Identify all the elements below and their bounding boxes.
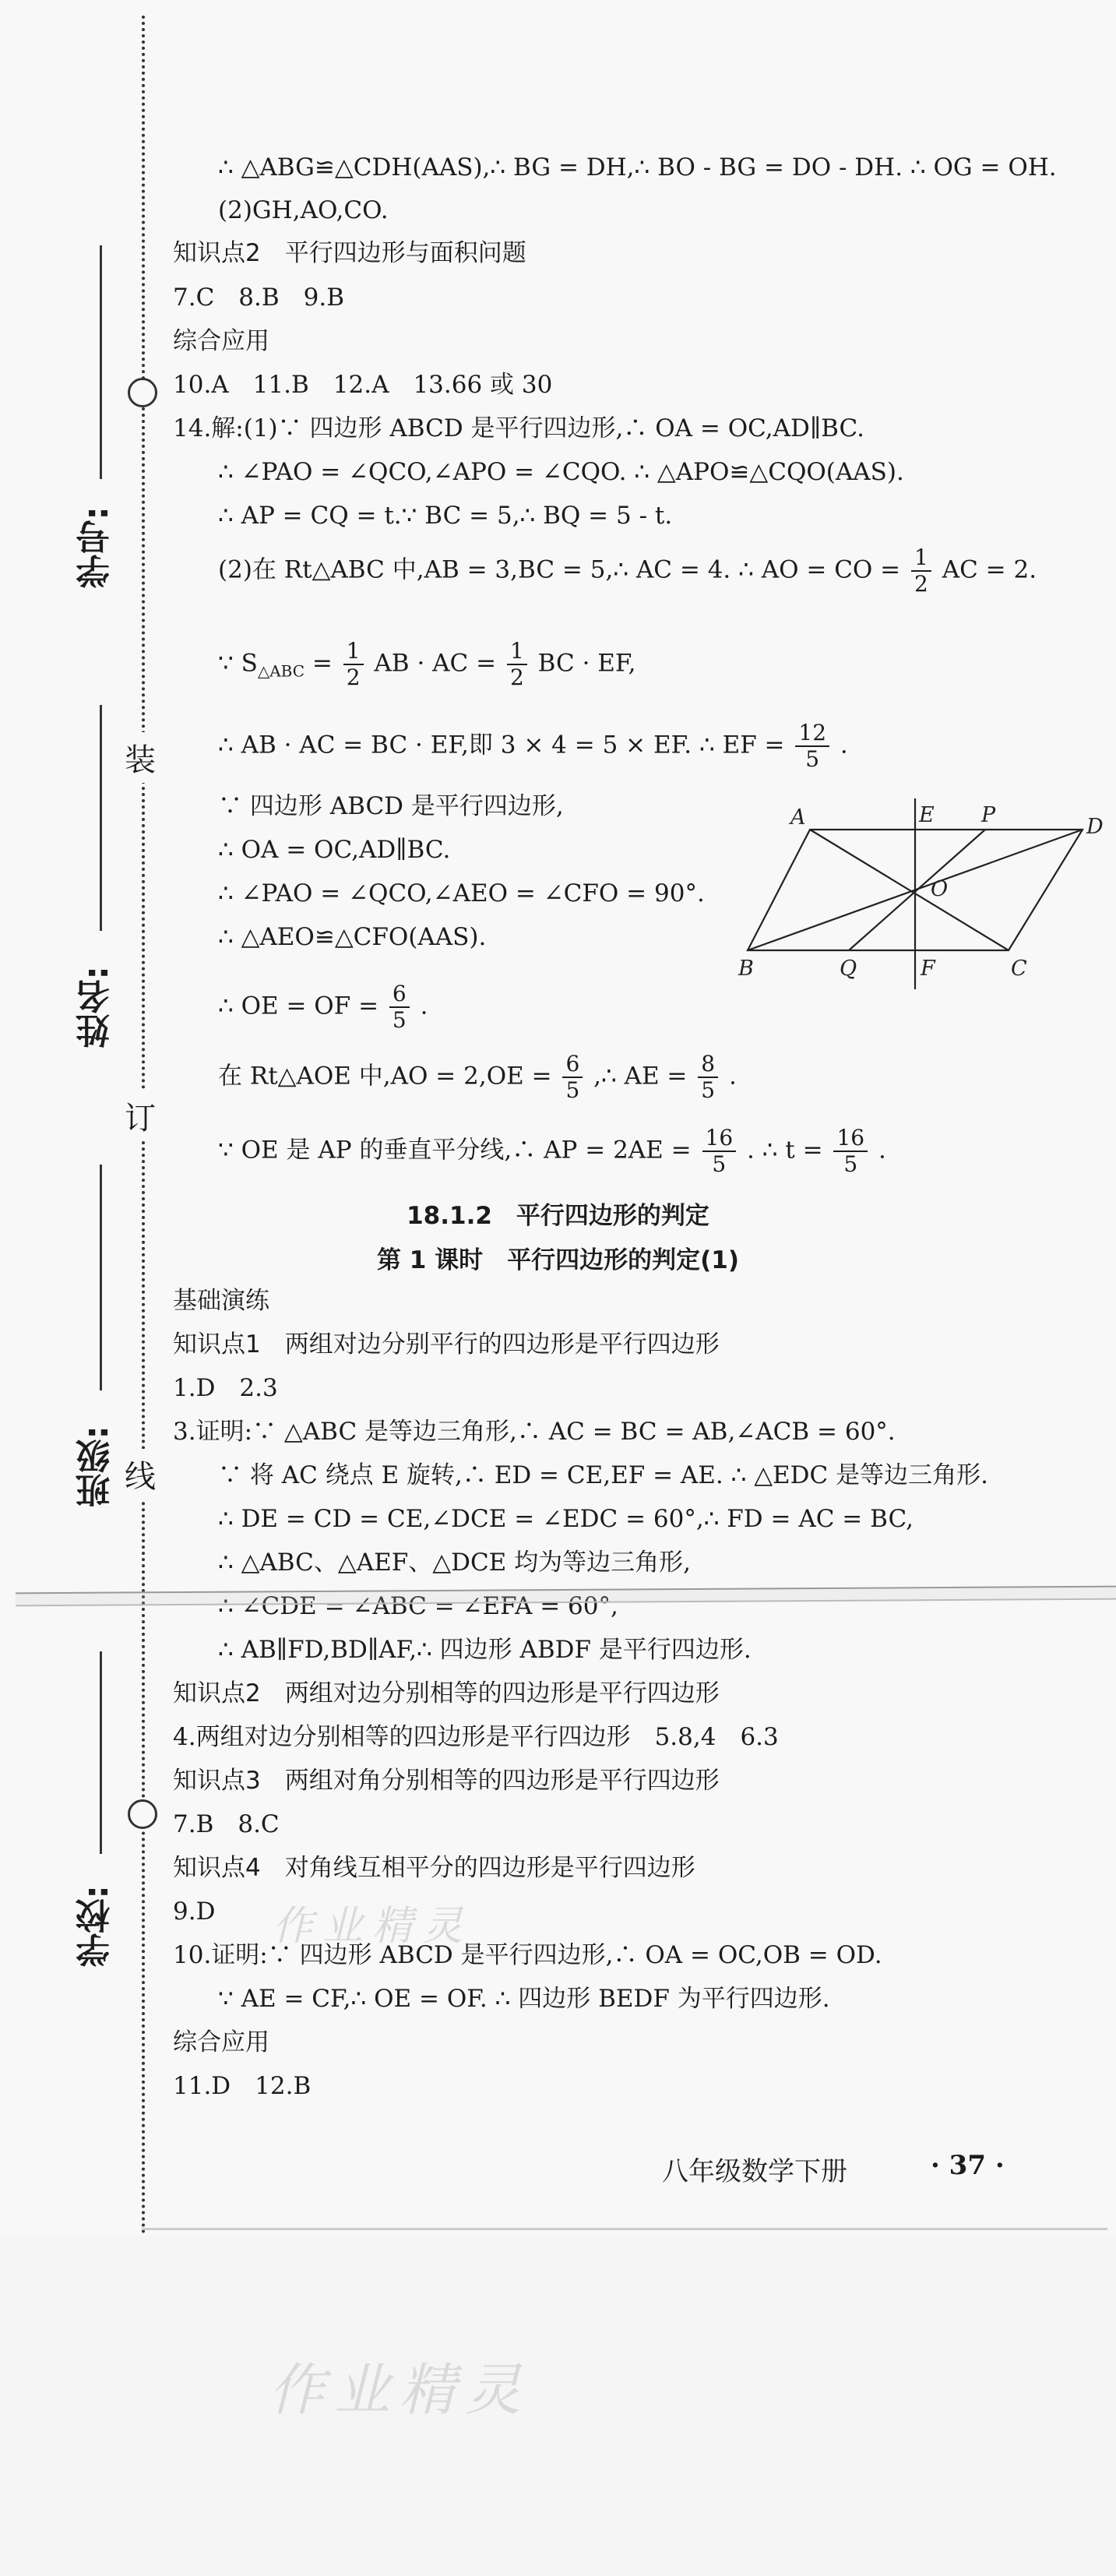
fraction: $\frac{16}{5}$ <box>833 1126 868 1177</box>
label-c: C <box>1011 957 1027 981</box>
knowledge-point: 知识点3 两组对角分别相等的四边形是平行四边形 <box>173 1767 720 1795</box>
math-line: ∵ $S_{\triangle ABC}$ = $\frac{1}{2}$ AB · AC = $\frac{1}{2}$ BC · EF, <box>218 638 636 690</box>
field-line <box>100 705 102 931</box>
book-title: 八年级数学下册 <box>662 2156 847 2187</box>
binding-char-xian: 线 <box>125 1449 156 1499</box>
fraction: $\frac{16}{5}$ <box>702 1126 737 1177</box>
label-o: O <box>931 877 949 901</box>
watermark: 作业精灵 <box>273 1903 473 1950</box>
class-label: 班级: <box>76 1425 116 1508</box>
math-line: 在 Rt△AOE 中,AO = 2,OE = $\frac{6}{5}$ ,∴ AE = $\frac{8}{5}$ . <box>218 1051 737 1103</box>
fraction: $\frac{1}{2}$ <box>343 639 364 690</box>
page-number: · 37 · <box>931 2150 1005 2181</box>
label-e: E <box>919 803 935 827</box>
school-label: 学校: <box>76 1885 116 1968</box>
field-line <box>100 1651 102 1854</box>
section-label: 综合应用 <box>173 2028 269 2056</box>
parallelogram-diagram <box>740 795 1106 997</box>
answer-line: 3.证明:∵ △ABC 是等边三角形,∴ AC = BC = AB,∠ACB = 60°. <box>173 1418 896 1446</box>
label-f: F <box>921 957 935 981</box>
answer-line: ∴ AB∥FD,BD∥AF,∴ 四边形 ABDF 是平行四边形. <box>218 1636 752 1664</box>
fraction: $\frac{12}{5}$ <box>795 721 829 772</box>
answer-line: ∴ AP = CQ = t.∵ BC = 5,∴ BQ = 5 - t. <box>218 502 673 530</box>
answer-line: ∵ 将 AC 绕点 E 旋转,∴ ED = CE,EF = AE. ∴ △EDC 是等边三角形. <box>218 1461 988 1489</box>
answer-line: (2)GH,AO,CO. <box>218 196 389 224</box>
answer-line: 10.A 11.B 12.A 13.66 或 30 <box>173 371 553 399</box>
student-id-label: 学号: <box>76 506 116 589</box>
answer-line: 1.D 2.3 <box>173 1374 278 1402</box>
math-line: (2)在 Rt△ABC 中,AB = 3,BC = 5,∴ AC = 4. ∴ AO = CO = $\frac{1}{2}$ AC = 2. <box>218 544 1037 597</box>
line-pq <box>849 830 985 950</box>
section-heading: 18.1.2 平行四边形的判定 <box>407 1202 709 1230</box>
answer-line: 9.D <box>173 1898 216 1926</box>
fraction: $\frac{1}{2}$ <box>507 639 527 690</box>
fraction: $\frac{6}{5}$ <box>562 1052 583 1103</box>
label-q: Q <box>840 957 857 981</box>
label-a: A <box>790 805 806 830</box>
answer-line: ∴ △ABC、△AEF、△DCE 均为等边三角形, <box>218 1549 691 1577</box>
math-line: ∵ OE 是 AP 的垂直平分线,∴ AP = 2AE = $\frac{16}{5}$ . ∴ t = $\frac{16}{5}$ . <box>218 1125 886 1177</box>
label-p: P <box>981 803 996 827</box>
label-d: D <box>1086 815 1104 839</box>
answer-line: 7.C 8.B 9.B <box>173 284 345 312</box>
page-bottom-edge <box>142 2228 1107 2230</box>
binding-char-zhuang: 装 <box>125 732 156 783</box>
section-label: 综合应用 <box>173 327 269 355</box>
answer-line: ∴ △ABG≌△CDH(AAS),∴ BG = DH,∴ BO - BG = DO - DH. ∴ OG = OH. <box>218 153 1057 181</box>
answer-line: ∴ OA = OC,AD∥BC. <box>218 836 451 864</box>
fraction: $\frac{1}{2}$ <box>911 545 931 597</box>
answer-line: ∵ AE = CF,∴ OE = OF. ∴ 四边形 BEDF 为平行四边形. <box>218 1985 830 2013</box>
diagonal-ac <box>810 830 1009 950</box>
watermark: 作业精灵 <box>269 2357 531 2423</box>
answer-line: 10.证明:∵ 四边形 ABCD 是平行四边形,∴ OA = OC,OB = OD. <box>173 1941 882 1969</box>
fraction: $\frac{6}{5}$ <box>389 981 410 1033</box>
answer-line: ∴ ∠PAO = ∠QCO,∠APO = ∠CQO. ∴ △APO≌△CQO(AAS). <box>218 458 904 486</box>
answer-line: ∴ ∠PAO = ∠QCO,∠AEO = ∠CFO = 90°. <box>218 879 705 907</box>
binding-char-ding: 订 <box>125 1091 156 1141</box>
section-label: 基础演练 <box>173 1287 269 1315</box>
punch-hole-icon <box>128 1799 157 1829</box>
fraction: $\frac{8}{5}$ <box>698 1052 718 1103</box>
punch-hole-icon <box>128 378 157 407</box>
knowledge-point: 知识点1 两组对边分别平行的四边形是平行四边形 <box>173 1330 720 1358</box>
lesson-heading: 第 1 课时 平行四边形的判定(1) <box>376 1246 740 1274</box>
math-line: ∴ AB · AC = BC · EF,即 3 × 4 = 5 × EF. ∴ EF = $\frac{12}{5}$ . <box>218 720 848 772</box>
answer-line: ∴ △AEO≌△CFO(AAS). <box>218 923 487 951</box>
answer-line: ∴ DE = CD = CE,∠DCE = ∠EDC = 60°,∴ FD = AC = BC, <box>218 1505 914 1533</box>
answer-line: 14.解:(1)∵ 四边形 ABCD 是平行四边形,∴ OA = OC,AD∥BC. <box>173 414 864 442</box>
knowledge-point: 知识点4 对角线互相平分的四边形是平行四边形 <box>173 1854 695 1882</box>
answer-line: 7.B 8.C <box>173 1810 280 1838</box>
answer-line: 11.D 12.B <box>173 2072 312 2100</box>
name-label: 姓名: <box>76 966 116 1048</box>
math-line: ∴ OE = OF = $\frac{6}{5}$ . <box>218 981 428 1033</box>
knowledge-point: 知识点2 两组对边分别相等的四边形是平行四边形 <box>173 1679 720 1707</box>
field-line <box>100 245 102 479</box>
answer-line: 4.两组对边分别相等的四边形是平行四边形 5.8,4 6.3 <box>173 1723 779 1751</box>
answer-line: ∵ 四边形 ABCD 是平行四边形, <box>218 792 564 820</box>
label-b: B <box>738 957 754 981</box>
section-label: 知识点2 平行四边形与面积问题 <box>173 239 526 267</box>
answer-line: ∴ ∠CDE = ∠ABC = ∠EFA = 60°, <box>218 1592 618 1620</box>
